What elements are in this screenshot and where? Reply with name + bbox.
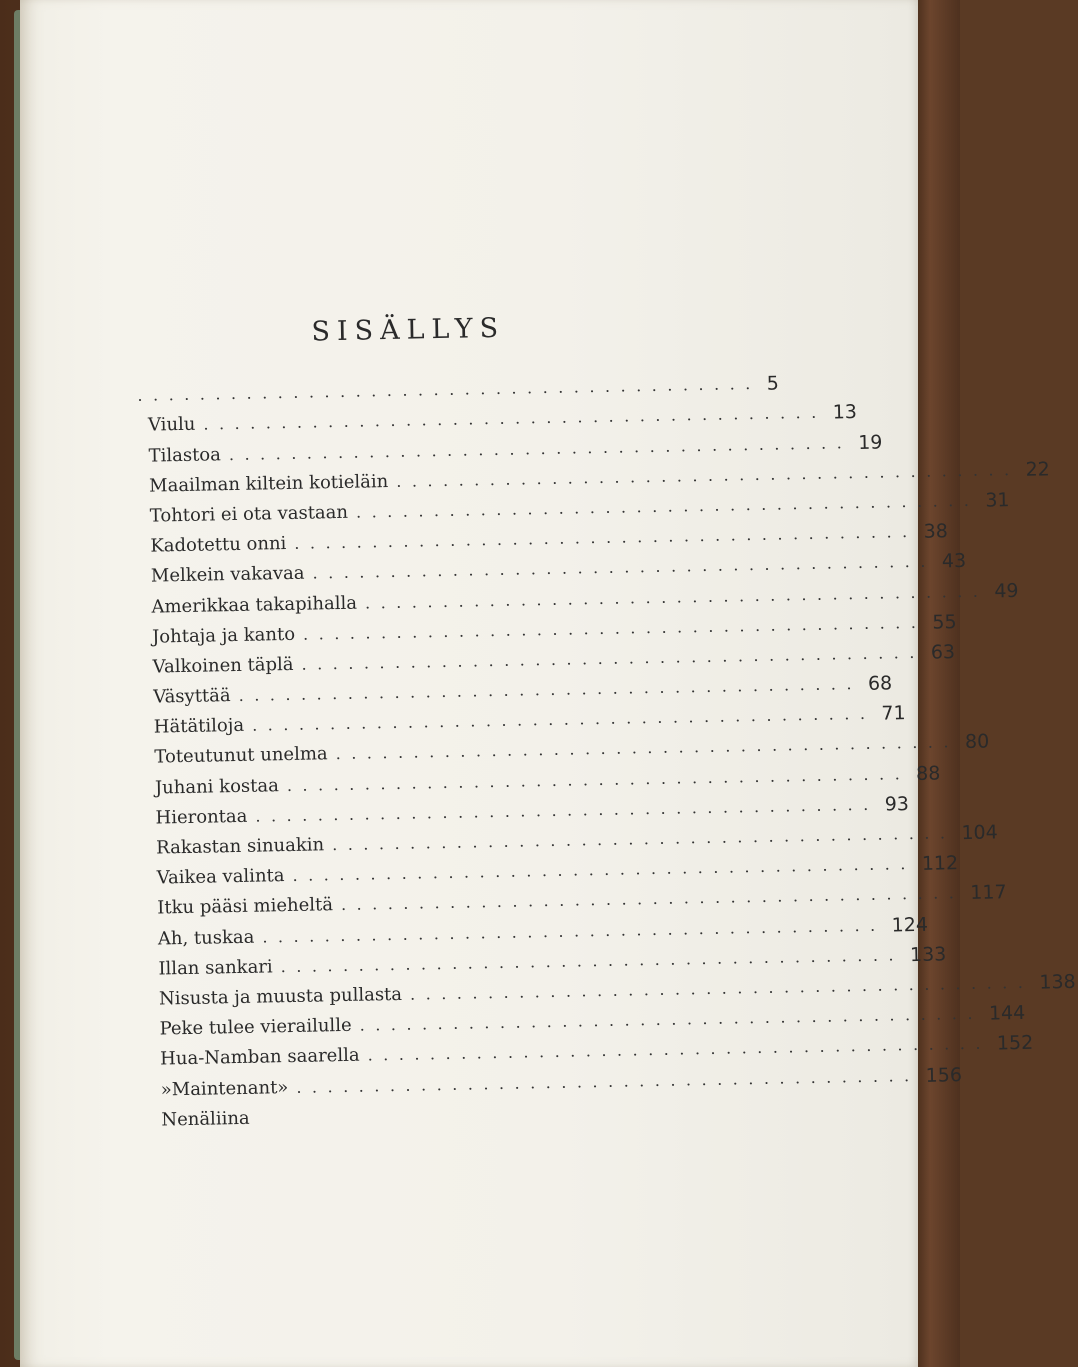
toc-entry-title: »Maintenant» xyxy=(160,1076,289,1101)
dot-leader: ........................................ xyxy=(228,432,853,464)
toc-page-number: 49 xyxy=(994,579,1019,602)
toc-entry-title: Juhani kostaa xyxy=(154,774,280,799)
dot-leader: ........................................ xyxy=(137,374,761,406)
dot-leader: ........................................ xyxy=(359,1003,984,1035)
dot-leader: ........................................ xyxy=(340,883,965,915)
toc-page-number: 63 xyxy=(930,641,956,664)
dot-leader: ........................................ xyxy=(335,732,960,764)
toc-page-number: 13 xyxy=(832,401,858,424)
toc-entry-title: Tilastoa xyxy=(148,443,222,467)
toc-entry-title: Peke tulee vierailulle xyxy=(159,1014,352,1040)
toc-entry-title: Väsyttää xyxy=(153,685,231,708)
dot-leader: ........................................ xyxy=(255,794,879,826)
toc-page-number: 93 xyxy=(884,792,910,816)
toc-entry-title: Maailman kiltein kotieläin xyxy=(148,470,389,497)
toc-title: SISÄLLYS xyxy=(311,312,506,348)
toc-page-number: 88 xyxy=(915,762,941,785)
toc-entry-title: Nenäliina xyxy=(161,1107,250,1131)
toc-page-number: 124 xyxy=(891,913,929,937)
toc-entry-title: Hätätiloja xyxy=(153,715,245,738)
dot-leader: ........................................ xyxy=(238,674,863,706)
toc-entry-title: Kadotettu onni xyxy=(150,533,287,557)
dot-leader: ........................................ xyxy=(292,854,917,886)
toc-entry-title: Rakastan sinuakin xyxy=(155,834,325,859)
toc-entry-title: Itku pääsi mieheltä xyxy=(157,894,334,919)
toc-entry-title: Toteutunut unelma xyxy=(154,743,328,769)
dot-leader: ........................................ xyxy=(251,703,876,735)
toc-page-number: 112 xyxy=(921,852,959,876)
toc-page-number: 133 xyxy=(909,943,947,966)
dot-leader: ........................................ xyxy=(301,642,926,674)
toc-page-number: 19 xyxy=(858,431,883,454)
dot-leader: ........................................ xyxy=(203,402,827,434)
toc-page-number: 152 xyxy=(996,1032,1034,1055)
dot-leader: ........................................ xyxy=(364,581,989,613)
toc-entry-title: Illan sankari xyxy=(158,956,273,980)
toc-page-number: 55 xyxy=(932,610,957,634)
dot-leader: ........................................ xyxy=(409,972,1034,1004)
toc-entry-title: Hierontaa xyxy=(155,805,248,829)
toc-entry-title: Ah, tuskaa xyxy=(157,926,255,950)
dot-leader: ........................................ xyxy=(355,490,980,522)
toc-list xyxy=(129,367,1076,1132)
dot-leader: ........................................ xyxy=(367,1033,992,1065)
toc-entry-title: Amerikkaa takapihalla xyxy=(151,592,358,618)
toc-entry-title: Vaikea valinta xyxy=(156,865,285,889)
dot-leader: ........................................ xyxy=(396,459,1020,491)
dot-leader: ........................................ xyxy=(262,915,886,947)
toc-entry-title: Valkoinen täplä xyxy=(152,653,294,678)
toc-page-number: 117 xyxy=(970,881,1007,905)
toc-page-number: 80 xyxy=(964,730,990,754)
toc-entry-title: Johtaja ja kanto xyxy=(151,623,296,648)
dot-leader: ........................................ xyxy=(312,551,937,583)
dot-leader: ........................................ xyxy=(280,944,905,976)
toc-page-number: 22 xyxy=(1025,458,1050,481)
toc-page-number: 43 xyxy=(941,550,967,573)
toc-entry-title: Nisusta ja muusta pullasta xyxy=(158,983,403,1010)
toc-page-number: 31 xyxy=(985,489,1010,512)
toc-page-number: 144 xyxy=(988,1002,1026,1025)
toc-page-number: 71 xyxy=(881,702,906,725)
dot-leader: ........................................ xyxy=(296,1065,920,1097)
toc-page-number: 156 xyxy=(925,1063,963,1087)
toc-page-number: 138 xyxy=(1039,970,1076,994)
toc-entry-title: Melkein vakavaa xyxy=(150,562,305,587)
toc-page-number: 38 xyxy=(923,520,949,543)
dot-leader: ........................................ xyxy=(294,522,918,553)
toc-page-number: 68 xyxy=(867,672,893,695)
toc-entry-title: Tohtori ei ota vastaan xyxy=(149,501,349,527)
dot-leader: ........................................ xyxy=(302,612,927,644)
table-of-contents xyxy=(128,310,1076,1132)
toc-page-number: 5 xyxy=(766,372,780,395)
toc-page-number: 104 xyxy=(961,821,998,845)
toc-entry-title: Hua-Namban saarella xyxy=(159,1045,360,1070)
toc-entry-title: Viulu xyxy=(147,414,196,437)
dot-leader: ........................................ xyxy=(331,823,956,855)
dot-leader: ........................................ xyxy=(286,763,911,795)
